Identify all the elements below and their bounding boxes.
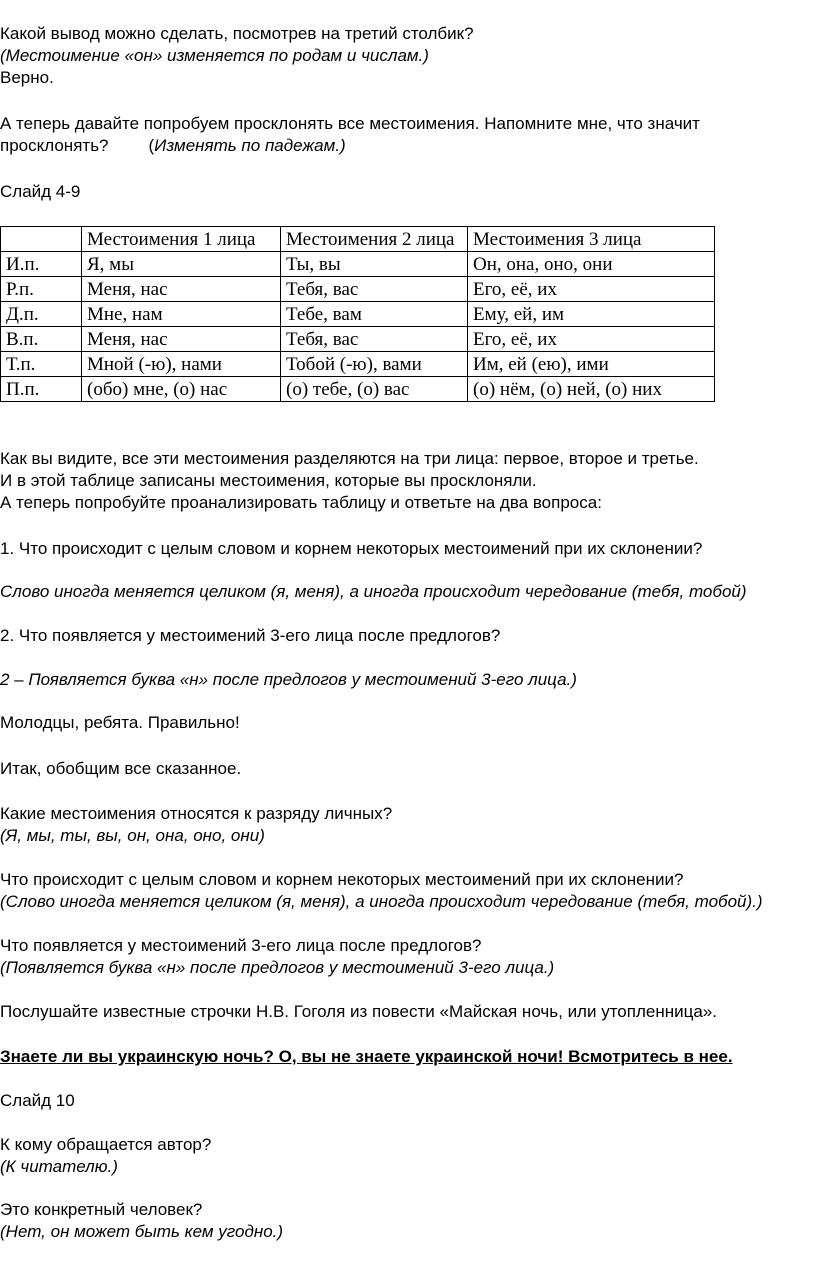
table-row (1, 377, 715, 402)
table-row (1, 302, 715, 327)
praise-text: Молодцы, ребята. Правильно! (0, 713, 240, 732)
after-table-line1: Как вы видите, все эти местоимения разделяются на три лица: первое, второе и третье. (0, 449, 699, 468)
table-row (1, 252, 715, 277)
table-header-cell: Местоимения 2 лица (281, 227, 468, 252)
decline-paren: ( (148, 136, 155, 155)
summary-question-1: Какие местоимения относятся к разряду личных? (0, 804, 393, 823)
confirm-text: Верно. (0, 68, 54, 87)
decline-answer: Изменять по падежам.) (154, 136, 346, 155)
table-cell: П.п. (1, 377, 82, 402)
table-cell: (о) тебе, (о) вас (281, 377, 468, 402)
table-cell: И.п. (1, 252, 82, 277)
summary-intro: Итак, обобщим все сказанное. (0, 759, 242, 778)
decline-prompt-line1: А теперь давайте попробуем просклонять все местоимения. Напомните мне, что значит (0, 114, 700, 133)
table-cell: Я, мы (82, 252, 281, 277)
decline-prompt-line2 (0, 135, 346, 157)
answer-third-column: (Местоимение «он» изменяется по родам и числам.) (0, 46, 429, 65)
table-cell: Д.п. (1, 302, 82, 327)
slide-label-2: Слайд 10 (0, 1091, 75, 1110)
table-cell: Тебе, вам (281, 302, 468, 327)
answer-2: 2 – Появляется буква «н» после предлогов у местоимений 3-его лица.) (0, 670, 577, 689)
gogol-intro: Послушайте известные строчки Н.В. Гоголя из повести «Майская ночь, или утопленница». (0, 1002, 717, 1021)
table-cell: Его, её, их (468, 277, 715, 302)
table-cell: (обо) мне, (о) нас (82, 377, 281, 402)
table-cell: Ты, вы (281, 252, 468, 277)
table-cell: (о) нём, (о) ней, (о) них (468, 377, 715, 402)
table-cell: В.п. (1, 327, 82, 352)
table-cell: Тебя, вас (281, 277, 468, 302)
table-cell: Тебя, вас (281, 327, 468, 352)
final-answer-2: (Нет, он может быть кем угодно.) (0, 1222, 284, 1241)
question-2: 2. Что появляется у местоимений 3-его лица после предлогов? (0, 626, 501, 645)
table-cell: Мной (-ю), нами (82, 352, 281, 377)
table-header-row (1, 227, 715, 252)
question-1: 1. Что происходит с целым словом и корнем некоторых местоимений при их склонении? (0, 539, 703, 558)
gogol-quote: Знаете ли вы украинскую ночь? О, вы не знаете украинской ночи! Всмотритесь в нее. (0, 1047, 733, 1066)
slide-label-1: Слайд 4-9 (0, 182, 81, 201)
table-cell: Р.п. (1, 277, 82, 302)
summary-answer-3: (Появляется буква «н» после предлогов у местоимений 3-его лица.) (0, 958, 555, 977)
table-row (1, 327, 715, 352)
table-cell: Тобой (-ю), вами (281, 352, 468, 377)
table-header-cell (1, 227, 82, 252)
table-cell: Он, она, оно, они (468, 252, 715, 277)
table-cell: Мне, нам (82, 302, 281, 327)
table-cell: Его, её, их (468, 327, 715, 352)
table-row (1, 277, 715, 302)
final-answer-1: (К читателю.) (0, 1157, 118, 1176)
after-table-line3: А теперь попробуйте проанализировать таблицу и ответьте на два вопроса: (0, 493, 602, 512)
table-cell: Меня, нас (82, 327, 281, 352)
question-third-column: Какой вывод можно сделать, посмотрев на третий столбик? (0, 24, 474, 43)
table-cell: Им, ей (ею), ими (468, 352, 715, 377)
after-table-line2: И в этой таблице записаны местоимения, которые вы просклоняли. (0, 471, 537, 490)
answer-1: Слово иногда меняется целиком (я, меня), а иногда происходит чередование (тебя, тобой) (0, 582, 747, 601)
table-header-cell: Местоимения 1 лица (82, 227, 281, 252)
table-cell: Т.п. (1, 352, 82, 377)
summary-answer-1: (Я, мы, ты, вы, он, она, оно, они) (0, 826, 265, 845)
table-cell: Ему, ей, им (468, 302, 715, 327)
summary-question-2: Что происходит с целым словом и корнем некоторых местоимений при их склонении? (0, 870, 684, 889)
table-header-cell: Местоимения 3 лица (468, 227, 715, 252)
table-row (1, 352, 715, 377)
final-question-1: К кому обращается автор? (0, 1135, 212, 1154)
summary-answer-2: (Слово иногда меняется целиком (я, меня), а иногда происходит чередование (тебя, тобой).) (0, 892, 763, 911)
final-question-2: Это конкретный человек? (0, 1200, 203, 1219)
summary-question-3: Что появляется у местоимений 3-его лица после предлогов? (0, 936, 482, 955)
pronoun-table (0, 226, 715, 402)
table-cell: Меня, нас (82, 277, 281, 302)
decline-question: просклонять? (0, 136, 109, 155)
